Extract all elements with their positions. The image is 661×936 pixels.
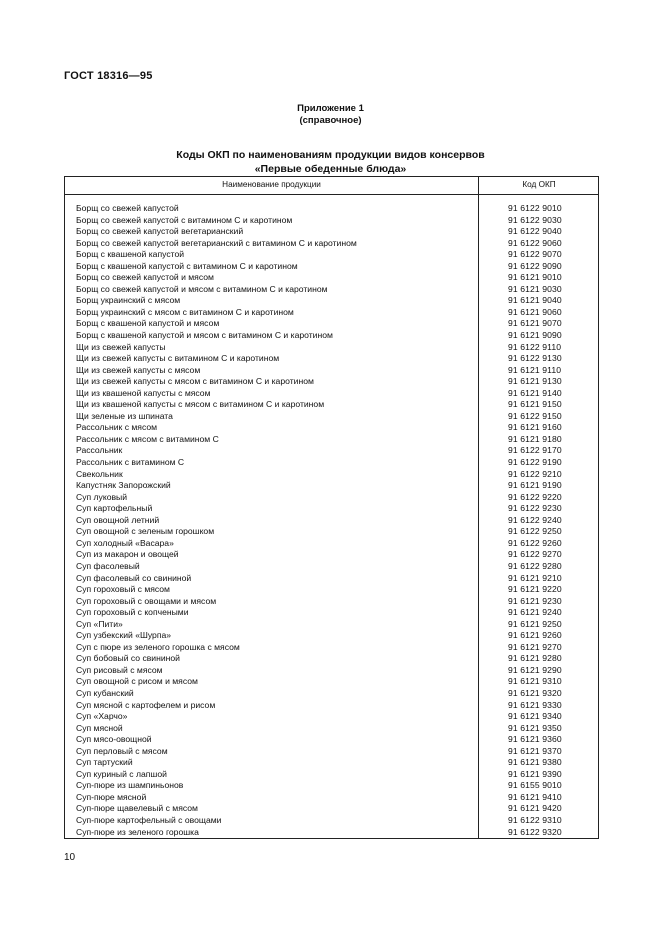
okp-code-cell: 91 6121 9180 [508, 433, 562, 444]
okp-code-cell: 91 6121 9350 [508, 722, 562, 733]
table-row [65, 422, 598, 434]
table-row [65, 607, 598, 619]
okp-code-cell: 91 6121 9190 [508, 480, 562, 491]
okp-code-cell: 91 6122 9270 [508, 549, 562, 560]
product-name-cell: Свекольник [76, 468, 123, 479]
product-name-cell: Суп «Харчо» [76, 711, 128, 722]
okp-code-cell: 91 6121 9140 [508, 387, 562, 398]
column-header-name: Наименование продукции [222, 180, 321, 189]
product-name-cell: Суп мясо-овощной [76, 734, 152, 745]
table-row [65, 700, 598, 712]
product-name-cell: Рассольник с мясом с витамином С [76, 433, 219, 444]
product-name-cell: Щи из свежей капусты с мясом [76, 364, 201, 375]
okp-code-cell: 91 6121 9380 [508, 757, 562, 768]
product-name-cell: Суп фасолевый со свининой [76, 572, 192, 583]
okp-code-cell: 91 6121 9320 [508, 687, 562, 698]
table-row [65, 295, 598, 307]
okp-code-cell: 91 6155 9010 [508, 780, 562, 791]
product-name-cell: Суп из макарон и овощей [76, 549, 179, 560]
product-name-cell: Суп холодный «Васара» [76, 537, 174, 548]
product-name-cell: Суп тартуский [76, 757, 133, 768]
product-name-cell: Суп овощной летний [76, 514, 160, 525]
product-name-cell: Щи из квашеной капусты с мясом с витамином С и каротином [76, 399, 325, 410]
table-row [65, 711, 598, 723]
table-title-line1: Коды ОКП по наименованиям продукции видов консервов [176, 149, 485, 161]
product-name-cell: Суп гороховый с овощами и мясом [76, 595, 217, 606]
table-header [65, 177, 598, 195]
column-header-code: Код ОКП [522, 180, 556, 189]
product-name-cell: Борщ со свежей капустой с витамином С и каротином [76, 214, 293, 225]
product-name-cell: Борщ с квашеной капустой [76, 249, 185, 260]
product-name-cell: Суп «Пити» [76, 618, 123, 629]
product-name-cell: Борщ с квашеной капустой с витамином С и каротином [76, 260, 298, 271]
okp-code-cell: 91 6122 9170 [508, 445, 562, 456]
okp-codes-table [64, 176, 599, 839]
table-row [65, 549, 598, 561]
table-row [65, 584, 598, 596]
okp-code-cell: 91 6122 9060 [508, 237, 562, 248]
table-row [65, 411, 598, 423]
table-row [65, 365, 598, 377]
okp-code-cell: 91 6122 9150 [508, 410, 562, 421]
table-row [65, 803, 598, 815]
table-row [65, 203, 598, 215]
product-name-cell: Суп узбекский «Шурпа» [76, 630, 172, 641]
product-name-cell: Щи из свежей капусты с мясом с витамином С и каротином [76, 376, 314, 387]
okp-code-cell: 91 6121 9310 [508, 676, 562, 687]
okp-code-cell: 91 6121 9260 [508, 630, 562, 641]
okp-code-cell: 91 6121 9210 [508, 572, 562, 583]
table-row [65, 388, 598, 400]
okp-code-cell: 91 6121 9340 [508, 711, 562, 722]
okp-code-cell: 91 6121 9330 [508, 699, 562, 710]
product-name-cell: Борщ украинский с мясом [76, 295, 181, 306]
table-row [65, 330, 598, 342]
product-name-cell: Борщ со свежей капустой и мясом [76, 272, 214, 283]
okp-code-cell: 91 6122 9040 [508, 226, 562, 237]
okp-code-cell: 91 6122 9190 [508, 457, 562, 468]
table-row [65, 480, 598, 492]
product-name-cell: Суп-пюре щавелевый с мясом [76, 803, 198, 814]
okp-code-cell: 91 6122 9320 [508, 826, 562, 837]
okp-code-cell: 91 6121 9010 [508, 272, 562, 283]
okp-code-cell: 91 6122 9010 [508, 203, 562, 213]
product-name-cell: Суп куриный с лапшой [76, 768, 167, 779]
product-name-cell: Суп картофельный [76, 503, 153, 514]
table-row [65, 538, 598, 550]
appendix-title: Приложение 1 [297, 103, 364, 114]
product-name-cell: Суп рисовый с мясом [76, 664, 163, 675]
product-name-cell: Борщ со свежей капустой вегетарианский с витамином С и каротином [76, 237, 357, 248]
table-row [65, 261, 598, 273]
product-name-cell: Щи из свежей капусты с витамином С и каротином [76, 353, 280, 364]
table-row [65, 688, 598, 700]
okp-code-cell: 91 6122 9130 [508, 353, 562, 364]
table-row [65, 249, 598, 261]
table-title [0, 149, 661, 176]
product-name-cell: Щи из квашеной капусты с мясом [76, 387, 211, 398]
table-row [65, 318, 598, 330]
okp-code-cell: 91 6121 9160 [508, 422, 562, 433]
table-row [65, 492, 598, 504]
okp-code-cell: 91 6122 9110 [508, 341, 562, 352]
okp-code-cell: 91 6121 9150 [508, 399, 562, 410]
product-name-cell: Суп перловый с мясом [76, 745, 168, 756]
appendix-heading [0, 103, 661, 127]
okp-code-cell: 91 6121 9240 [508, 607, 562, 618]
okp-code-cell: 91 6121 9110 [508, 364, 562, 375]
product-name-cell: Суп-пюре картофельный с овощами [76, 814, 222, 825]
product-name-cell: Суп гороховый с мясом [76, 584, 170, 595]
okp-code-cell: 91 6122 9260 [508, 537, 562, 548]
table-row [65, 642, 598, 654]
table-row [65, 445, 598, 457]
product-name-cell: Суп мясной [76, 722, 123, 733]
table-row [65, 307, 598, 319]
product-name-cell: Суп-пюре из шампиньонов [76, 780, 184, 791]
table-row [65, 665, 598, 677]
table-row [65, 815, 598, 827]
table-row [65, 630, 598, 642]
table-row [65, 457, 598, 469]
table-row [65, 676, 598, 688]
table-row [65, 573, 598, 585]
product-name-cell: Суп гороховый с копчеными [76, 607, 189, 618]
product-name-cell: Борщ со свежей капустой [76, 203, 179, 213]
product-name-cell: Щи из свежей капусты [76, 341, 166, 352]
okp-code-cell: 91 6121 9390 [508, 768, 562, 779]
table-row [65, 503, 598, 515]
table-row [65, 827, 598, 839]
table-row [65, 561, 598, 573]
product-name-cell: Капустняк Запорожский [76, 480, 171, 491]
table-title-line2: «Первые обеденные блюда» [254, 162, 407, 175]
product-name-cell: Суп кубанский [76, 687, 134, 698]
okp-code-cell: 91 6121 9420 [508, 803, 562, 814]
okp-code-cell: 91 6122 9280 [508, 560, 562, 571]
okp-code-cell: 91 6121 9270 [508, 641, 562, 652]
okp-code-cell: 91 6122 9030 [508, 214, 562, 225]
okp-code-cell: 91 6121 9410 [508, 791, 562, 802]
table-row [65, 734, 598, 746]
product-name-cell: Суп фасолевый [76, 560, 140, 571]
okp-code-cell: 91 6122 9240 [508, 514, 562, 525]
okp-code-cell: 91 6121 9130 [508, 376, 562, 387]
table-row [65, 780, 598, 792]
page-number: 10 [64, 852, 76, 863]
table-row [65, 272, 598, 284]
okp-code-cell: 91 6121 9250 [508, 618, 562, 629]
table-row [65, 434, 598, 446]
product-name-cell: Борщ со свежей капустой вегетарианский [76, 226, 244, 237]
okp-code-cell: 91 6121 9230 [508, 595, 562, 606]
table-row [65, 353, 598, 365]
okp-code-cell: 91 6121 9360 [508, 734, 562, 745]
okp-code-cell: 91 6121 9290 [508, 664, 562, 675]
table-row [65, 342, 598, 354]
table-row [65, 619, 598, 631]
okp-code-cell: 91 6122 9230 [508, 503, 562, 514]
okp-code-cell: 91 6121 9090 [508, 330, 562, 341]
table-row [65, 215, 598, 227]
okp-code-cell: 91 6122 9210 [508, 468, 562, 479]
table-body [65, 195, 598, 838]
product-name-cell: Щи зеленые из шпината [76, 410, 173, 421]
table-row [65, 653, 598, 665]
product-name-cell: Борщ с квашеной капустой и мясом [76, 318, 220, 329]
okp-code-cell: 91 6121 9040 [508, 295, 562, 306]
table-row [65, 526, 598, 538]
product-name-cell: Борщ со свежей капустой и мясом с витамином С и каротином [76, 283, 328, 294]
table-row [65, 284, 598, 296]
product-name-cell: Борщ украинский с мясом с витамином С и каротином [76, 306, 294, 317]
okp-code-cell: 91 6122 9220 [508, 491, 562, 502]
product-name-cell: Рассольник с мясом [76, 422, 158, 433]
product-name-cell: Суп-пюре мясной [76, 791, 147, 802]
table-row [65, 596, 598, 608]
table-row [65, 792, 598, 804]
okp-code-cell: 91 6121 9060 [508, 306, 562, 317]
table-row [65, 376, 598, 388]
product-name-cell: Суп мясной с картофелем и рисом [76, 699, 216, 710]
table-row [65, 746, 598, 758]
okp-code-cell: 91 6122 9090 [508, 260, 562, 271]
appendix-subtitle: (справочное) [299, 115, 362, 126]
product-name-cell: Борщ с квашеной капустой и мясом с витамином С и каротином [76, 330, 333, 341]
product-name-cell: Суп с пюре из зеленого горошка с мясом [76, 641, 240, 652]
table-row [65, 769, 598, 781]
okp-code-cell: 91 6121 9070 [508, 318, 562, 329]
product-name-cell: Суп овощной с рисом и мясом [76, 676, 198, 687]
document-id: ГОСТ 18316—95 [64, 70, 153, 82]
product-name-cell: Суп овощной с зеленым горошком [76, 526, 215, 537]
product-name-cell: Рассольник с витамином С [76, 457, 185, 468]
okp-code-cell: 91 6122 9310 [508, 814, 562, 825]
okp-code-cell: 91 6122 9070 [508, 249, 562, 260]
table-row [65, 238, 598, 250]
product-name-cell: Суп бобовый со свининой [76, 653, 180, 664]
table-row [65, 723, 598, 735]
okp-code-cell: 91 6122 9250 [508, 526, 562, 537]
product-name-cell: Суп луковый [76, 491, 128, 502]
table-row [65, 226, 598, 238]
okp-code-cell: 91 6121 9030 [508, 283, 562, 294]
table-row [65, 515, 598, 527]
table-row [65, 399, 598, 411]
table-row [65, 757, 598, 769]
product-name-cell: Суп-пюре из зеленого горошка [76, 826, 199, 837]
product-name-cell: Рассольник [76, 445, 123, 456]
okp-code-cell: 91 6121 9220 [508, 584, 562, 595]
okp-code-cell: 91 6121 9370 [508, 745, 562, 756]
table-row [65, 469, 598, 481]
okp-code-cell: 91 6121 9280 [508, 653, 562, 664]
